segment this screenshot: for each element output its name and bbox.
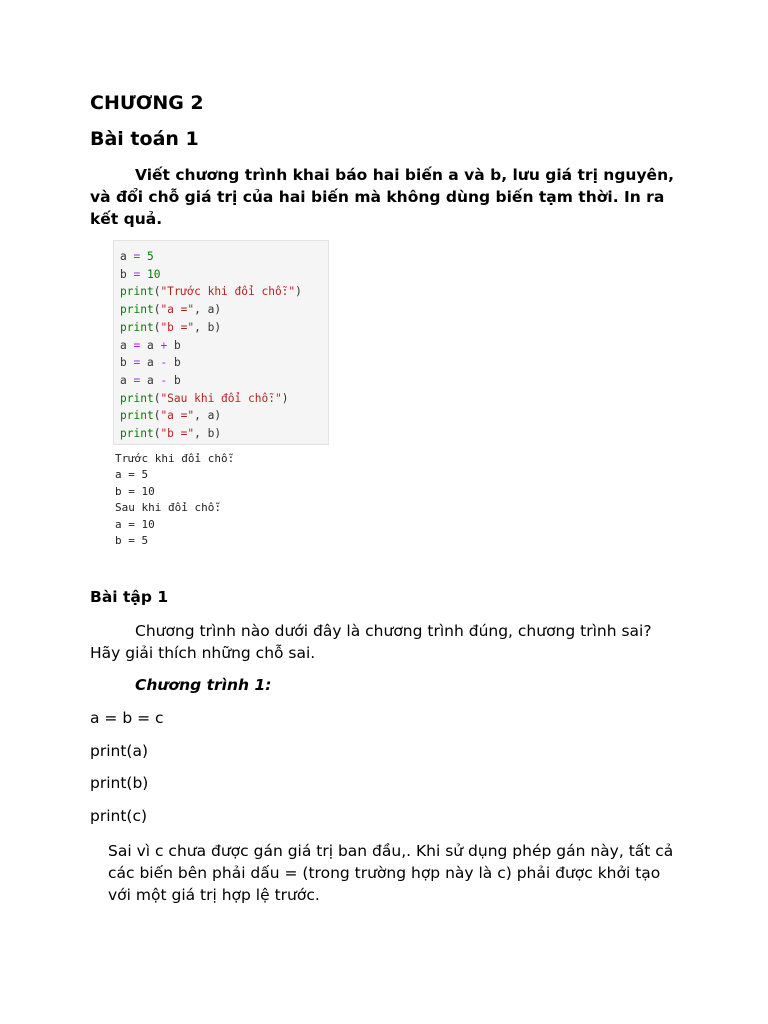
program-line: print(a)	[90, 742, 149, 760]
program-title: Chương trình 1:	[135, 676, 272, 694]
program-line: print(b)	[90, 774, 149, 792]
program-line: a = b = c	[90, 709, 164, 727]
code-line: a = a - b	[120, 373, 181, 387]
code-line: print("a =", a)	[120, 303, 222, 317]
output-line: Sau khi đổi chỗ:	[115, 501, 221, 515]
code-line: print("b =", b)	[120, 320, 222, 334]
code-line: a = 5	[120, 250, 154, 263]
code-line: print("Trước khi đổi chỗ:")	[120, 285, 302, 299]
code-line: print("a =", a)	[120, 409, 222, 423]
error-explanation: Sai vì c chưa được gán giá trị ban đầu,. Khi sử dụng phép gán này, tất cả các biến bên phải dấu = (trong trường hợp này là c) phải được khởi tạo với một giá trị hợp lệ trước.	[108, 842, 674, 904]
output-line: b = 10	[115, 484, 155, 498]
code-line: b = 10	[120, 267, 161, 281]
output-line: a = 10	[115, 517, 155, 531]
code-output	[115, 451, 234, 549]
exercise-heading: Bài tập 1	[90, 588, 169, 606]
exercise-question: Chương trình nào dưới đây là chương trình đúng, chương trình sai? Hãy giải thích những chỗ sai.	[90, 622, 652, 662]
code-line: b = a - b	[120, 356, 181, 370]
code-line: a = a + b	[120, 338, 181, 352]
code-line: print("b =", b)	[120, 427, 222, 441]
chapter-heading: CHƯƠNG 2	[90, 92, 204, 114]
problem-statement: Viết chương trình khai báo hai biến a và b, lưu giá trị nguyên, và đổi chỗ giá trị của hai biến mà không dùng biến tạm thời. In ra kết quả.	[90, 166, 674, 228]
code-cell	[113, 240, 329, 445]
output-line: Trước khi đổi chỗ:	[115, 452, 235, 465]
output-line: a = 5	[115, 468, 149, 482]
output-line: b = 5	[115, 534, 149, 548]
problem-heading: Bài toán 1	[90, 128, 199, 150]
program-line: print(c)	[90, 807, 148, 825]
code-line: print("Sau khi đổi chỗ:")	[120, 391, 289, 405]
